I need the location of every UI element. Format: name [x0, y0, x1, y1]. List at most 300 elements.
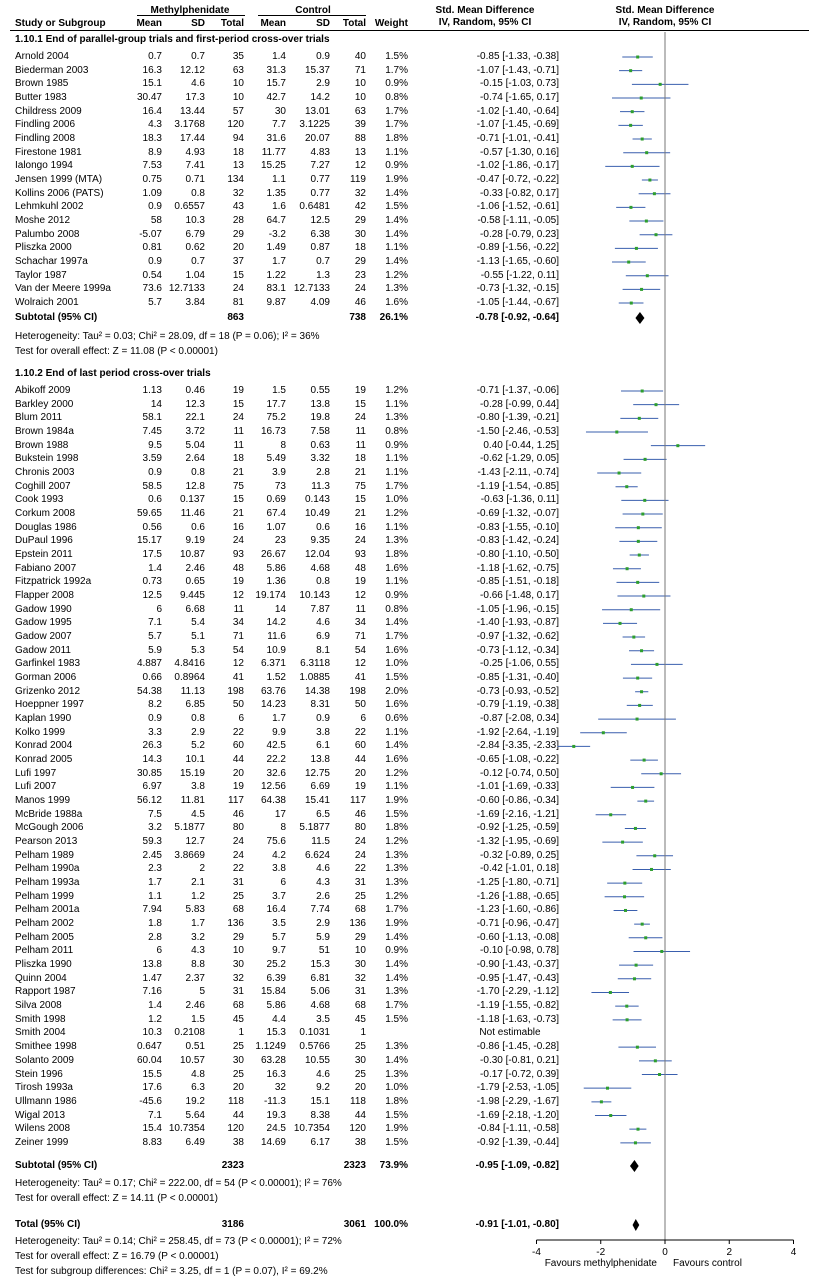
total-overall-effect-text: Test for overall effect: Z = 16.79 (P < 0.00001) [15, 1251, 219, 1262]
heterogeneity-text: Heterogeneity: Tau² = 0.03; Chi² = 28.09, df = 18 (P = 0.06); I² = 36% [15, 331, 320, 342]
cell-m1: 14.3 [142, 754, 162, 766]
study-name: Kaplan 1990 [15, 713, 72, 725]
cell-m1: 1.4 [148, 562, 162, 574]
cell-sd1: 0.6557 [174, 201, 205, 213]
ci-text: -1.23 [-1.60, -0.86] [476, 904, 559, 916]
ci-text: -0.80 [-1.39, -0.21] [476, 412, 559, 424]
ci-text: -1.05 [-1.44, -0.67] [476, 297, 559, 309]
cell-sd1: 2.46 [185, 1000, 205, 1012]
cell-m2: 1.35 [266, 187, 286, 199]
summary-label: Subtotal (95% CI) [15, 1160, 98, 1171]
cell-n1: 94 [232, 133, 244, 145]
point-estimate [637, 1128, 640, 1131]
point-estimate [629, 206, 632, 209]
ci-text: -1.02 [-1.40, -0.64] [476, 105, 559, 117]
cell-m1: 12.5 [142, 590, 162, 602]
cell-sd1: 9.19 [185, 535, 205, 547]
ci-text: -0.63 [-1.36, 0.11] [480, 494, 559, 506]
cell-w: 1.5% [385, 1109, 408, 1121]
cell-n2: 60 [354, 740, 366, 752]
col-study: Study or Subgroup [15, 18, 106, 29]
cell-m1: 1.7 [148, 877, 162, 889]
cell-n1: 12 [232, 658, 244, 670]
summary-label: Total (95% CI) [15, 1219, 81, 1230]
cell-m1: 5.7 [148, 297, 162, 309]
cell-w: 1.4% [385, 972, 408, 984]
cell-sd1: 0.8 [191, 467, 205, 479]
cell-w: 1.2% [385, 385, 408, 396]
cell-sd1: 15.19 [179, 767, 205, 779]
cell-sd2: 4.83 [310, 146, 330, 158]
study-name: Moshe 2012 [15, 215, 71, 227]
cell-n2: 30 [354, 1054, 366, 1066]
cell-sd1: 12.7133 [168, 283, 205, 295]
summary-n1: 3186 [221, 1219, 244, 1230]
cell-w: 1.4% [385, 1054, 408, 1066]
cell-sd2: 14.38 [304, 685, 330, 697]
cell-n2: 75 [354, 480, 366, 492]
cell-n2: 71 [354, 64, 366, 76]
cell-sd1: 5 [199, 986, 205, 998]
cell-sd2: 11.5 [311, 836, 330, 848]
cell-n2: 68 [354, 904, 366, 916]
cell-n2: 45 [354, 1013, 366, 1025]
cell-sd2: 0.5766 [299, 1041, 330, 1053]
cell-m1: 4.887 [136, 658, 162, 670]
cell-m2: 22.2 [266, 754, 286, 766]
plot-subheader: IV, Random, 95% CI [618, 17, 712, 28]
cell-n1: 15 [232, 398, 244, 410]
cell-n1: 20 [232, 242, 244, 254]
ci-text: -0.62 [-1.29, 0.05] [480, 453, 559, 465]
col-total2: Total [342, 18, 366, 29]
study-name: Pelham 1990a [15, 863, 80, 875]
cell-sd1: 0.65 [185, 576, 205, 588]
ci-text: -1.92 [-2.64, -1.19] [476, 726, 559, 738]
point-estimate [630, 608, 633, 611]
cell-sd2: 6.3118 [300, 658, 330, 670]
cell-n1: 134 [227, 174, 244, 186]
cell-n1: 117 [228, 795, 244, 807]
cell-m2: 75.2 [266, 412, 286, 424]
study-name: Lehmkuhl 2002 [15, 201, 84, 213]
cell-m2: 30 [274, 105, 286, 117]
cell-sd2: 20.07 [304, 133, 330, 145]
ci-text: -0.10 [-0.98, 0.78] [480, 945, 559, 957]
cell-sd2: 4.09 [310, 297, 330, 309]
cell-n2: 23 [354, 269, 366, 281]
cell-m2: 15.3 [266, 1027, 286, 1039]
cell-sd2: 12.04 [304, 549, 330, 561]
point-estimate [633, 977, 636, 980]
cell-sd2: 12.7133 [293, 283, 330, 295]
cell-sd2: 51 [318, 945, 330, 957]
cell-w: 2.0% [385, 685, 408, 697]
cell-w: 1.4% [385, 617, 408, 629]
cell-m1: 0.75 [142, 174, 162, 186]
cell-w: 1.4% [385, 215, 408, 227]
cell-n2: 13 [354, 146, 366, 158]
cell-n2: 54 [354, 644, 366, 656]
cell-sd1: 19.2 [185, 1095, 205, 1107]
cell-m1: 60.04 [136, 1054, 162, 1066]
cell-n1: 136 [227, 918, 244, 930]
point-estimate [654, 1059, 657, 1062]
study-name: Konrad 2004 [15, 740, 73, 752]
study-name: Chronis 2003 [15, 467, 75, 479]
col-sd2: SD [316, 18, 330, 29]
ci-text: Not estimable [479, 1027, 541, 1039]
cell-m1: 6 [156, 603, 162, 615]
cell-sd1: 5.83 [185, 904, 205, 916]
cell-n1: 48 [232, 562, 244, 574]
cell-sd2: 0.6481 [299, 201, 330, 213]
cell-n2: 50 [354, 699, 366, 711]
cell-n1: 31 [232, 877, 244, 889]
study-name: Gadow 2011 [15, 644, 71, 656]
point-estimate [643, 759, 646, 762]
ci-text: -0.57 [-1.30, 0.16] [480, 146, 559, 158]
study-name: Fitzpatrick 1992a [15, 576, 92, 588]
study-name: Smithee 1998 [15, 1041, 77, 1053]
cell-m2: 14.23 [260, 699, 286, 711]
cell-n1: 20 [232, 1082, 244, 1094]
cell-n1: 18 [232, 453, 244, 465]
ci-text: -0.73 [-1.32, -0.15] [476, 283, 559, 295]
cell-sd2: 4.3 [316, 877, 330, 889]
cell-n2: 24 [354, 836, 366, 848]
cell-m2: 9.7 [272, 945, 286, 957]
ci-text: -0.92 [-1.25, -0.59] [476, 822, 559, 834]
x-tick-label: 0 [662, 1247, 668, 1258]
ci-text: -1.18 [-1.63, -0.73] [476, 1013, 559, 1025]
cell-m2: 64.7 [266, 215, 286, 227]
cell-sd2: 7.87 [310, 603, 330, 615]
cell-sd2: 11.3 [311, 480, 330, 492]
cell-sd1: 2 [199, 863, 205, 875]
cell-m2: 64.38 [260, 795, 286, 807]
cell-m2: 75.6 [266, 836, 286, 848]
cell-w: 0.6% [385, 713, 408, 725]
subgroup-title: 1.10.2 End of last period cross-over trials [15, 368, 211, 379]
summary-ci: -0.95 [-1.09, -0.82] [475, 1160, 559, 1171]
cell-w: 1.5% [385, 201, 408, 213]
cell-n2: 38 [354, 1136, 366, 1148]
cell-m1: 1.09 [142, 187, 162, 199]
cell-m1: 7.45 [142, 426, 162, 437]
cell-sd2: 10.7354 [293, 1123, 330, 1135]
cell-n1: 34 [232, 617, 244, 629]
study-name: Pelham 1999 [15, 890, 74, 902]
cell-w: 1.8% [385, 549, 408, 561]
cell-n2: 18 [354, 453, 366, 465]
cell-n1: 68 [232, 904, 244, 916]
point-estimate [650, 868, 653, 871]
cell-n1: 81 [232, 297, 244, 309]
cell-n1: 15 [232, 269, 244, 281]
cell-sd2: 4.68 [310, 562, 330, 574]
point-estimate [636, 1046, 639, 1049]
cell-n1: 20 [232, 767, 244, 779]
study-name: Pelham 2001a [15, 904, 80, 916]
study-name: Fabiano 2007 [15, 562, 77, 574]
ci-text: -0.79 [-1.19, -0.38] [476, 699, 559, 711]
cell-sd2: 19.8 [310, 412, 330, 424]
point-estimate [572, 745, 575, 748]
ci-text: 0.40 [-0.44, 1.25] [483, 439, 559, 451]
point-estimate [631, 786, 634, 789]
cell-m2: 15.25 [260, 160, 286, 172]
cell-sd1: 9.445 [179, 590, 205, 602]
cell-sd2: 15.37 [304, 64, 330, 76]
cell-sd2: 6.624 [304, 849, 330, 861]
cell-sd1: 12.7 [185, 836, 205, 848]
summary-diamond [633, 1219, 640, 1231]
favours-left-label: Favours methylphenidate [544, 1258, 657, 1269]
point-estimate [659, 83, 662, 86]
cell-sd2: 6.1 [316, 740, 330, 752]
cell-m1: 16.4 [142, 105, 162, 117]
study-name: Cook 1993 [15, 494, 64, 506]
cell-m1: 0.54 [142, 269, 162, 281]
cell-w: 1.7% [385, 631, 408, 643]
ci-text: -0.28 [-0.79, 0.23] [480, 228, 559, 240]
ci-text: -0.71 [-1.37, -0.06] [476, 385, 559, 396]
cell-w: 1.1% [385, 521, 408, 533]
cell-m1: 5.7 [148, 631, 162, 643]
ci-text: -0.42 [-1.01, 0.18] [480, 863, 559, 875]
study-name: Wigal 2013 [15, 1109, 66, 1121]
point-estimate [630, 302, 633, 305]
study-name: Grizenko 2012 [15, 685, 81, 697]
cell-n1: 29 [232, 228, 244, 240]
ci-text: -0.90 [-1.43, -0.37] [476, 959, 559, 971]
study-name: Kollins 2006 (PATS) [15, 187, 104, 199]
cell-m2: 16.73 [260, 426, 286, 437]
cell-sd1: 4.8416 [174, 658, 205, 670]
cell-w: 0.9% [385, 78, 408, 90]
cell-m1: 17.5 [142, 549, 162, 561]
cell-m2: 4.4 [272, 1013, 286, 1025]
cell-n1: 21 [232, 467, 244, 479]
cell-m2: -11.3 [263, 1095, 286, 1107]
cell-m2: 16.3 [266, 1068, 286, 1080]
ci-text: -1.32 [-1.95, -0.69] [476, 836, 559, 848]
cell-m1: 30.85 [136, 767, 162, 779]
cell-m2: 8 [280, 822, 286, 834]
cell-m1: 7.5 [148, 808, 162, 820]
cell-sd1: 0.51 [185, 1041, 205, 1053]
cell-m2: 73 [274, 480, 286, 492]
cell-m1: 7.53 [142, 160, 162, 172]
cell-m2: 1.52 [266, 672, 286, 684]
cell-sd2: 7.74 [310, 904, 330, 916]
cell-n2: 31 [354, 986, 366, 998]
cell-m2: 24.5 [266, 1123, 286, 1135]
ci-text: -1.26 [-1.88, -0.65] [476, 890, 559, 902]
heterogeneity-text: Heterogeneity: Tau² = 0.17; Chi² = 222.00, df = 54 (P < 0.00001); I² = 76% [15, 1178, 342, 1189]
cell-sd1: 6.85 [185, 699, 205, 711]
x-tick-label: -2 [596, 1247, 606, 1258]
summary-n1: 2323 [221, 1160, 244, 1171]
subgroup-title: 1.10.1 End of parallel-group trials and first-period cross-over trials [15, 34, 330, 45]
cell-n1: 57 [232, 105, 244, 117]
cell-m2: 12.56 [260, 781, 286, 793]
point-estimate [635, 247, 638, 250]
cell-n1: 30 [232, 1054, 244, 1066]
cell-n2: 19 [354, 576, 366, 588]
ci-text: -0.65 [-1.08, -0.22] [476, 754, 559, 766]
cell-w: 1.8% [385, 133, 408, 145]
cell-m1: 1.2 [148, 1013, 162, 1025]
cell-n2: 48 [354, 562, 366, 574]
cell-m2: 32.6 [266, 767, 286, 779]
cell-w: 1.1% [385, 726, 408, 738]
study-name: Konrad 2005 [15, 754, 73, 766]
cell-sd1: 12.3 [185, 398, 205, 410]
cell-n2: 11 [355, 439, 366, 451]
cell-m1: 16.3 [142, 64, 162, 76]
cell-sd2: 3.8 [316, 726, 330, 738]
cell-m2: 31.3 [266, 64, 286, 76]
cell-m1: 0.647 [136, 1041, 162, 1053]
cell-m2: 10.9 [266, 644, 286, 656]
study-name: Palumbo 2008 [15, 228, 80, 240]
point-estimate [648, 179, 651, 182]
cell-sd2: 13.8 [310, 398, 330, 410]
cell-m1: 26.3 [142, 740, 162, 752]
study-name: Pelham 1989 [15, 849, 74, 861]
cell-sd1: 11.13 [180, 685, 205, 697]
cell-n2: 11 [355, 426, 366, 437]
point-estimate [629, 69, 632, 72]
cell-m2: -3.2 [268, 228, 286, 240]
cell-sd1: 17.44 [179, 133, 205, 145]
point-estimate [655, 403, 658, 406]
cell-sd2: 0.143 [304, 494, 330, 506]
cell-n2: 39 [354, 119, 366, 131]
point-estimate [655, 233, 658, 236]
cell-m1: 58.5 [142, 480, 162, 492]
study-name: Barkley 2000 [15, 398, 74, 410]
cell-m2: 5.7 [272, 931, 286, 943]
cell-m2: 63.28 [260, 1054, 286, 1066]
cell-m1: 1.1 [148, 890, 162, 902]
cell-w: 1.5% [385, 808, 408, 820]
point-estimate [640, 97, 643, 100]
cell-m1: 3.59 [142, 453, 162, 465]
cell-n1: 31 [232, 986, 244, 998]
cell-w: 1.3% [385, 877, 408, 889]
ci-text: -0.15 [-1.03, 0.73] [480, 78, 559, 90]
cell-sd2: 4.6 [316, 863, 330, 875]
cell-n2: 41 [354, 672, 366, 684]
cell-n1: 22 [232, 726, 244, 738]
cell-n1: 80 [232, 822, 244, 834]
cell-m1: 6.97 [142, 781, 162, 793]
cell-sd1: 10.57 [179, 1054, 205, 1066]
cell-w: 0.8% [385, 603, 408, 615]
point-estimate [638, 704, 641, 707]
cell-m1: 15.17 [136, 535, 162, 547]
ci-text: -0.55 [-1.22, 0.11] [480, 269, 559, 281]
study-name: Arnold 2004 [15, 51, 69, 62]
cell-sd2: 0.55 [310, 385, 330, 396]
ci-text: -0.32 [-0.89, 0.25] [480, 849, 559, 861]
cell-n1: 25 [232, 1041, 244, 1053]
cell-m2: 67.4 [266, 508, 286, 520]
cell-w: 1.2% [385, 767, 408, 779]
cell-sd1: 3.72 [185, 426, 205, 437]
cell-sd1: 5.2 [191, 740, 205, 752]
cell-n1: 120 [227, 119, 244, 131]
study-name: Douglas 1986 [15, 521, 77, 533]
point-estimate [658, 1073, 661, 1076]
cell-sd2: 6.38 [310, 228, 330, 240]
cell-m2: 6.371 [260, 658, 286, 670]
cell-m1: 2.45 [142, 849, 162, 861]
cell-m2: 0.69 [266, 494, 286, 506]
group1-underline [137, 15, 245, 16]
cell-n2: 32 [354, 972, 366, 984]
cell-sd1: 0.62 [185, 242, 205, 254]
summary-n2: 3061 [343, 1219, 366, 1230]
point-estimate [606, 1087, 609, 1090]
cell-sd1: 0.7 [191, 51, 205, 62]
cell-sd1: 6.79 [185, 228, 205, 240]
point-estimate [641, 513, 644, 516]
point-estimate [638, 417, 641, 420]
ci-text: -1.40 [-1.93, -0.87] [476, 617, 559, 629]
summary-n1: 863 [227, 312, 244, 323]
cell-m1: 8.2 [148, 699, 162, 711]
point-estimate [627, 261, 630, 264]
cell-m2: 1.36 [266, 576, 286, 588]
cell-w: 1.5% [385, 1013, 408, 1025]
cell-sd2: 12.5 [310, 215, 330, 227]
cell-n1: 46 [232, 808, 244, 820]
point-estimate [645, 151, 648, 154]
cell-sd2: 2.9 [316, 78, 330, 90]
ci-text: -0.92 [-1.39, -0.44] [476, 1136, 559, 1148]
cell-n2: 119 [350, 174, 366, 186]
study-name: Gadow 1990 [15, 603, 72, 615]
ci-text: -0.84 [-1.11, -0.58] [477, 1123, 559, 1135]
cell-sd2: 4.6 [316, 617, 330, 629]
cell-m2: 3.5 [272, 918, 286, 930]
cell-sd1: 5.04 [185, 439, 205, 451]
cell-sd2: 10.55 [304, 1054, 330, 1066]
study-name: Pearson 2013 [15, 836, 78, 848]
cell-n1: 25 [232, 1068, 244, 1080]
cell-sd1: 3.8669 [174, 849, 205, 861]
point-estimate [645, 220, 648, 223]
cell-sd1: 0.137 [179, 494, 205, 506]
ci-text: -0.85 [-1.51, -0.18] [476, 576, 559, 588]
ci-text: -0.60 [-0.86, -0.34] [476, 795, 559, 807]
cell-sd1: 5.64 [185, 1109, 205, 1121]
cell-sd1: 0.71 [185, 174, 205, 186]
cell-w: 1.6% [385, 562, 408, 574]
cell-sd2: 0.63 [310, 439, 330, 451]
cell-sd1: 3.8 [191, 781, 205, 793]
cell-n2: 10 [354, 78, 366, 90]
study-name: Rapport 1987 [15, 986, 76, 998]
study-name: Tirosh 1993a [15, 1082, 73, 1094]
study-name: Wilens 2008 [15, 1123, 71, 1135]
point-estimate [640, 649, 643, 652]
ci-text: -1.13 [-1.65, -0.60] [476, 256, 559, 268]
